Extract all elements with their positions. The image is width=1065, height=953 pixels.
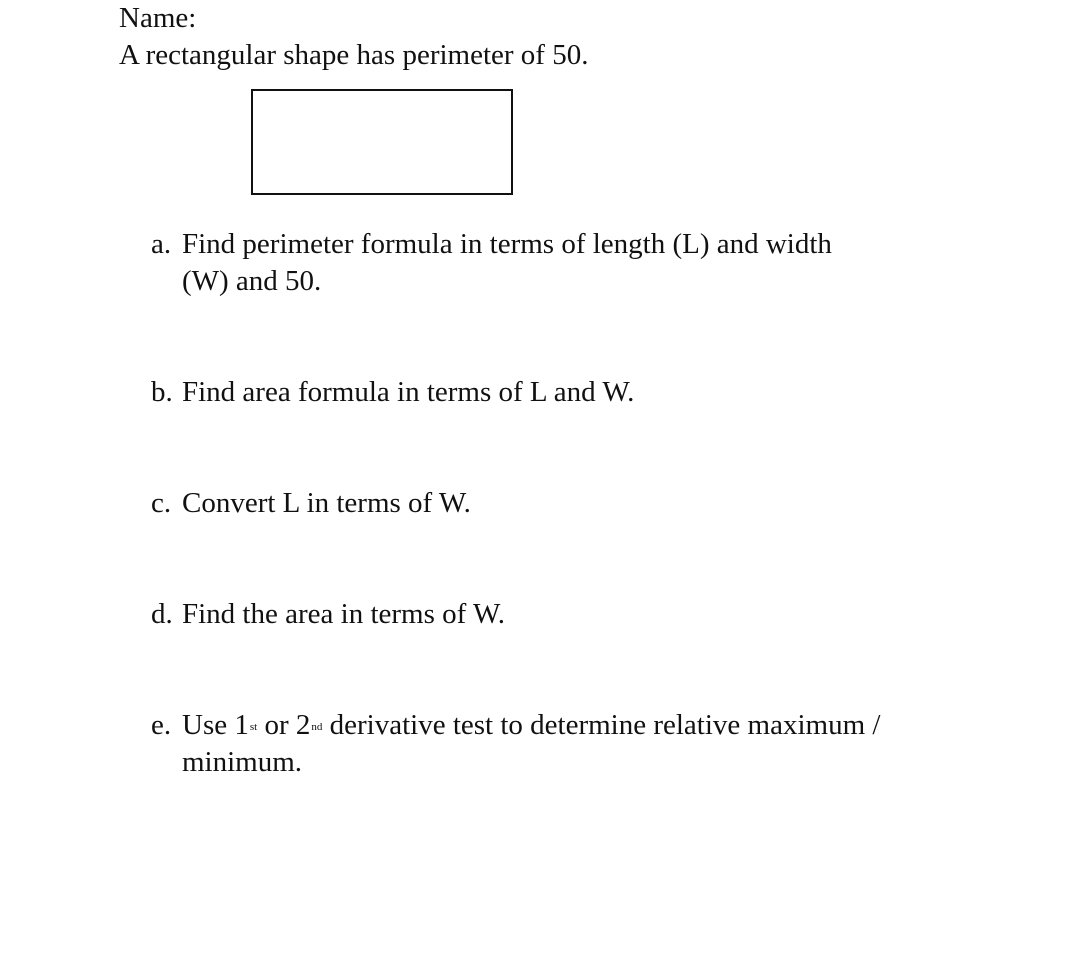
question-b-text: Find area formula in terms of L and W. bbox=[182, 376, 635, 408]
question-b bbox=[151, 374, 634, 411]
question-d-text: Find the area in terms of W. bbox=[182, 598, 505, 630]
question-e-text-part1: Use 1 bbox=[182, 709, 249, 741]
question-e-text-part3: derivative test to determine relative maximum / bbox=[322, 709, 881, 741]
problem-statement: A rectangular shape has perimeter of 50. bbox=[119, 39, 589, 71]
rectangle-diagram bbox=[251, 89, 513, 195]
question-c-label: c. bbox=[151, 487, 172, 519]
question-d-label: d. bbox=[151, 598, 173, 630]
question-e-text-part2: or 2 bbox=[257, 709, 311, 741]
question-e bbox=[151, 707, 880, 781]
question-d bbox=[151, 596, 505, 633]
question-e-label: e. bbox=[151, 709, 172, 741]
question-c bbox=[151, 485, 471, 522]
question-e-text-line2: minimum. bbox=[182, 746, 303, 778]
superscript-st: st bbox=[249, 721, 258, 733]
question-a-text-line1: Find perimeter formula in terms of length (L) and width bbox=[182, 228, 832, 260]
question-a bbox=[151, 226, 832, 300]
question-a-label: a. bbox=[151, 228, 172, 260]
name-label: Name: bbox=[119, 2, 197, 34]
question-c-text: Convert L in terms of W. bbox=[182, 487, 471, 519]
question-b-label: b. bbox=[151, 376, 173, 408]
superscript-nd: nd bbox=[311, 721, 323, 733]
question-a-text-line2: (W) and 50. bbox=[182, 265, 322, 297]
